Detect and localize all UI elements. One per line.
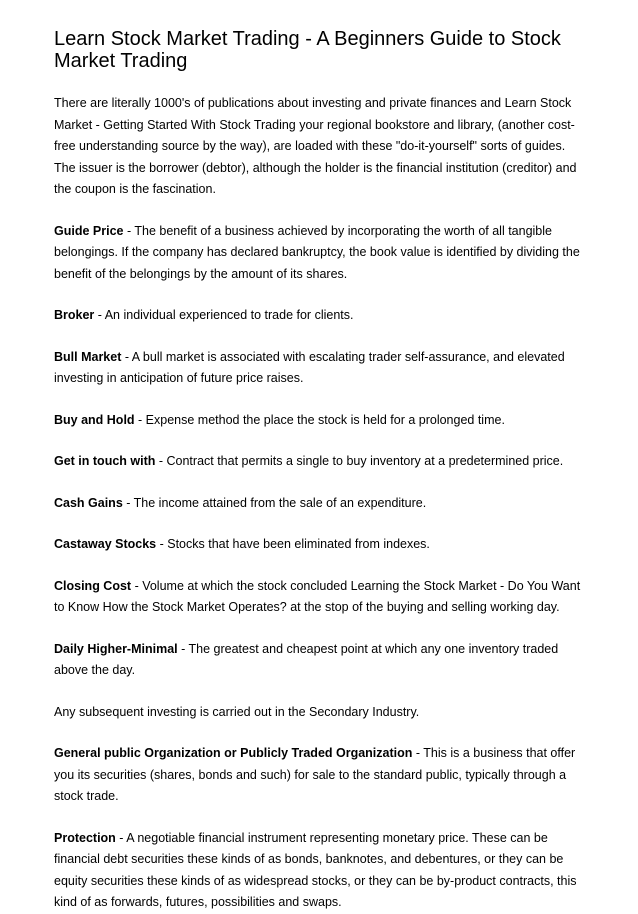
definition-guide-price	[54, 221, 584, 286]
secondary-industry-paragraph	[54, 702, 584, 724]
definition-text: - Expense method the place the stock is held for a prolonged time.	[134, 412, 505, 427]
definition-publicly-traded-organization	[54, 743, 584, 808]
definition-text: - Contract that permits a single to buy inventory at a predetermined price.	[155, 454, 564, 468]
paragraph-text: Any subsequent investing is carried out in the Secondary Industry.	[54, 704, 420, 719]
definition-bull-market	[54, 347, 584, 390]
definition-text: - This is a business that offer you its securities (shares, bonds and such) for sale to the standard public, typically through a stock trade.	[54, 746, 576, 803]
definition-text: - Stocks that have been eliminated from indexes.	[156, 537, 430, 551]
definition-term: Get in touch with	[54, 454, 156, 468]
definition-closing-cost	[54, 576, 584, 619]
definition-broker	[54, 305, 584, 327]
definition-buy-and-hold	[54, 410, 584, 432]
intro-paragraph	[54, 93, 584, 201]
definition-term: Castaway Stocks	[54, 537, 157, 551]
document-title: Learn Stock Market Trading - A Beginners Guide to Stock Market Trading	[54, 28, 561, 72]
definition-term: Daily Higher-Minimal	[54, 641, 178, 656]
definition-term: Guide Price	[54, 223, 124, 238]
definition-term: Buy and Hold	[54, 412, 135, 427]
definition-cash-gains	[54, 493, 584, 515]
definition-term: General public Organization or Publicly Traded Organization	[54, 746, 413, 760]
definition-term: Bull Market	[54, 349, 122, 364]
definition-term: Closing Cost	[54, 578, 132, 593]
definition-text: - The greatest and cheapest point at which any one inventory traded above the day.	[54, 641, 559, 677]
definition-term: Broker	[54, 308, 95, 322]
definition-text: - A bull market is associated with escalating trader self-assurance, and elevated investing in anticipation of future price raises.	[54, 349, 565, 385]
paragraph-text: There are literally 1000's of publications about investing and private finances and Learn Stock Market - Getting Started With Stock Trading your regional bookstore and library, (another cost-free understanding source by the way), are loaded with these "do-it-yourself" sorts of guides. The issuer is the borrower (debtor), although the holder is the financial institution (creditor) and the coupon is the fascination.	[54, 96, 577, 196]
definition-daily-higher-minimal	[54, 639, 584, 682]
definition-term: Protection	[54, 830, 116, 845]
definition-term: Cash Gains	[54, 495, 123, 510]
definition-text: - An individual experienced to trade for clients.	[94, 308, 354, 322]
definition-castaway-stocks	[54, 534, 584, 556]
definition-text: - A negotiable financial instrument representing monetary price. These can be financial debt securities these kinds of as bonds, banknotes, and debentures, or they can be equity securities these kinds of as widespread stocks, or they can be by-product contracts, this kind of as forwards, futures, possibilities and swaps.	[54, 830, 577, 909]
definition-text: - The benefit of a business achieved by incorporating the worth of all tangible belongings. If the company has declared bankruptcy, the book value is identified by dividing the benefit of the belongings by the amount of its shares.	[54, 223, 580, 281]
definition-protection	[54, 828, 584, 914]
definition-text: - Volume at which the stock concluded Learning the Stock Market - Do You Want to Know How the Stock Market Operates? at the stop of the buying and selling working day.	[54, 578, 581, 614]
definition-get-in-touch-with	[54, 451, 584, 473]
definition-text: - The income attained from the sale of an expenditure.	[122, 495, 427, 510]
